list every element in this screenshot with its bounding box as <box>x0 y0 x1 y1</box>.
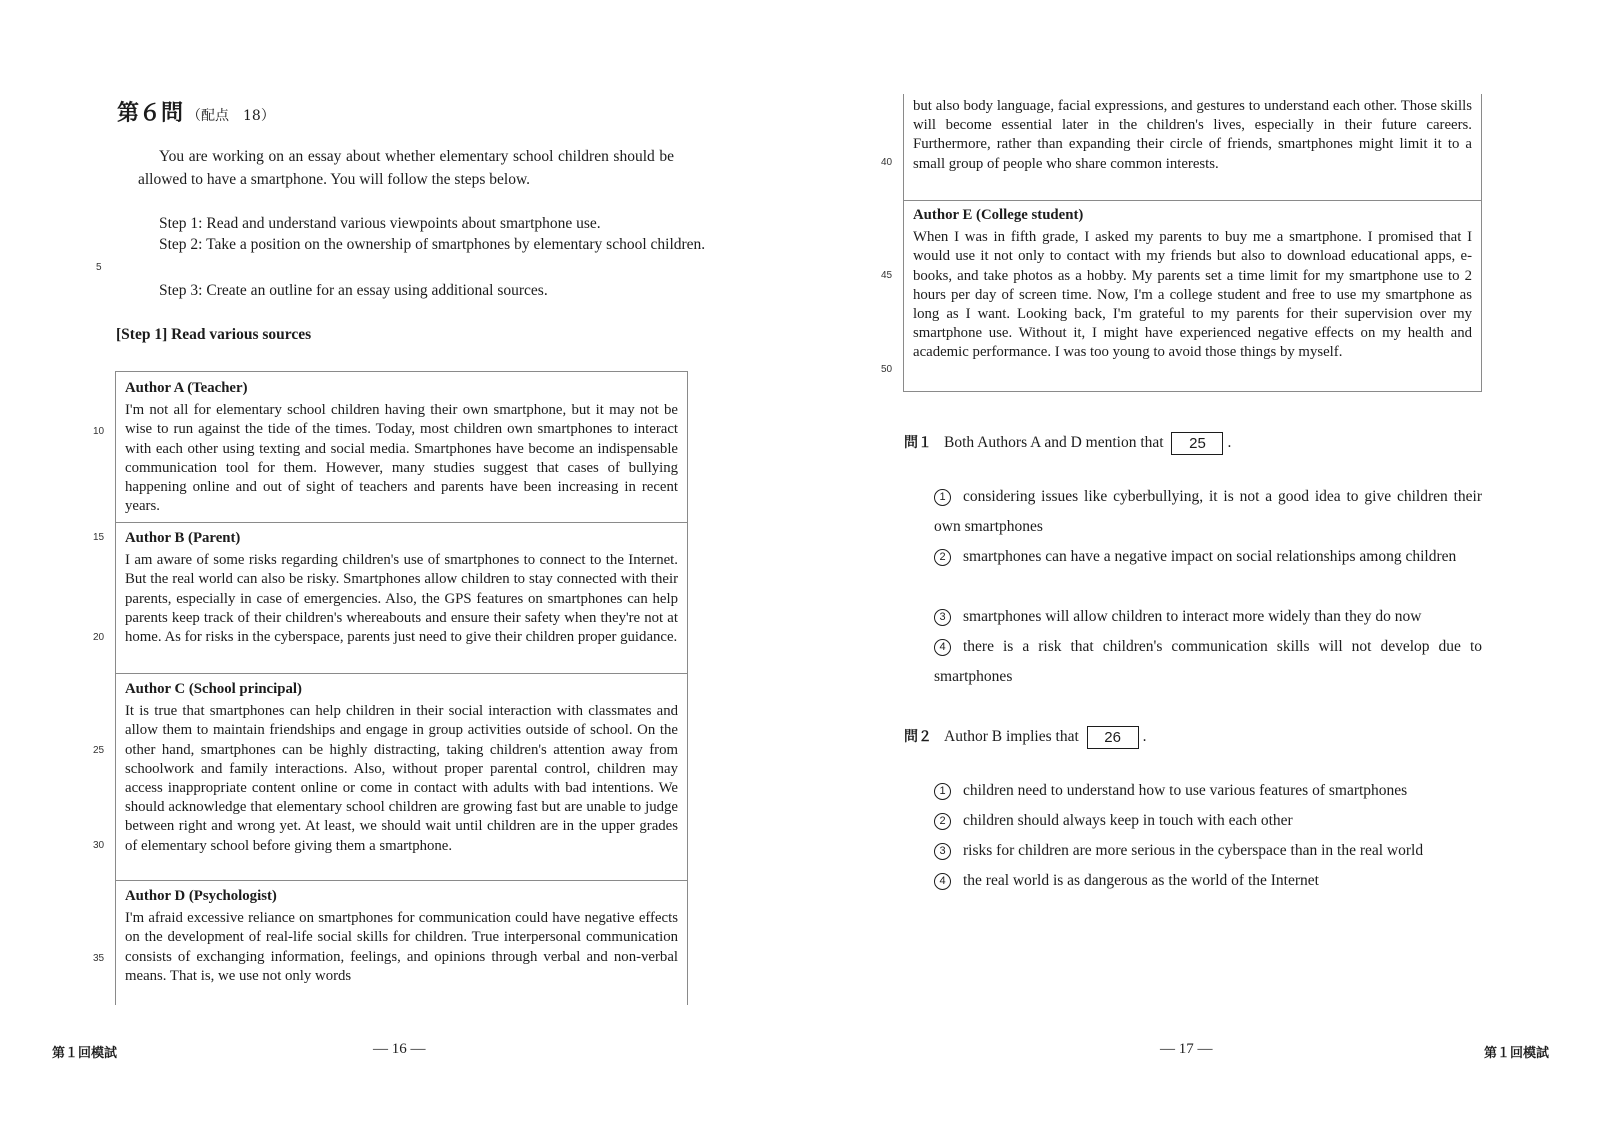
author-d-continued <box>913 97 1472 174</box>
answer-box-25[interactable]: 25 <box>1171 432 1223 455</box>
author-d-section <box>125 887 678 986</box>
author-e-role: (College student) <box>976 207 1084 223</box>
author-d-continued-text: but also body language, facial expressions, and gestures to understand each other. Those skills will become essential later in the children's lives, especially in their future careers. Furthermore, rather than expanding their circle of friends, smartphones might limit it to a small group of people who share common interests. <box>913 98 1472 172</box>
author-a-text: I'm not all for elementary school children having their own smartphone, but it may not be wise to run against the tide of the times. Today, most children own smartphones to interact with each other using texting and social media. Smartphones have become an indispensable communication tool for them. However, many studies suggest that cases of bullying happening online and out of sight of teachers and parents have been increasing in recent years. <box>125 402 678 515</box>
author-c-name: Author C <box>125 681 186 697</box>
question-2-label: 問２ <box>904 729 932 746</box>
q2-option-2[interactable]: 2 children should always keep in touch with each other <box>934 806 1482 836</box>
line-number: 30 <box>93 840 105 851</box>
footer-right: 第１回模試 <box>1484 1046 1550 1061</box>
question-1: 問１ Both Authors A and D mention that 25 . <box>904 432 1231 455</box>
footer-left: 第１回模試 <box>52 1046 118 1061</box>
option-mark: 2 <box>934 813 951 830</box>
author-e-name: Author E <box>913 207 973 223</box>
divider <box>116 522 687 523</box>
option-mark: 1 <box>934 783 951 800</box>
page-number-right: — 17 — <box>1160 1041 1213 1057</box>
author-e-text: When I was in fifth grade, I asked my parents to buy me a smartphone. I promised that I would use it not only to contact with my friends but also to download educational apps, e-books, and take photos as a hobby. My parents set a time limit for my smartphone use to 2 hours per day of screen time. Now, I'm a college student and free to use my smartphone as long as I want. Looking back, I'm grateful to my parents for their supervision over my smartphone use. Without it, I might have experienced negative effects on my health and academic performance. I was too young to avoid those things by myself. <box>913 229 1472 361</box>
q2-option-1[interactable]: 1 children need to understand how to use various features of smartphones <box>934 776 1482 806</box>
intro-paragraph: You are working on an essay about whether elementary school children should be allowed to have a smartphone. You will follow the steps below. <box>138 148 674 188</box>
author-c-text: It is true that smartphones can help children in their social interaction with classmates and allow them to maintain friendships and engage in group activities outside of school. On the other hand, smartphones can be highly distracting, taking children's attention away from schoolwork and family interactions. Also, without proper parental control, children may access inappropriate content online or come in contact with adults with bad intentions. We should acknowledge that elementary school children are growing fast but are unable to judge between right and wrong yet. At least, we should wait until children are in the upper grades of elementary school before giving them a smartphone. <box>125 703 678 854</box>
author-b-text: I am aware of some risks regarding children's use of smartphones to connect to the Internet. But the real world can also be risky. Smartphones allow children to stay connected with their parents, especially in case of emergencies. Also, the GPS features on smartphones can help parents keep track of their children's whereabouts and ensure their safety when they're not at home. As for risks in the cyberspace, parents just need to give their children proper guidance. <box>125 552 678 646</box>
q1-option-2[interactable]: 2 smartphones can have a negative impact on social relationships among children <box>934 542 1482 572</box>
author-a-name: Author A <box>125 380 184 396</box>
question-2-stem: Author B implies that <box>944 728 1079 746</box>
line-number: 20 <box>93 632 105 643</box>
author-c-section <box>125 680 678 856</box>
line-number: 40 <box>881 157 893 168</box>
author-c-role: (School principal) <box>188 681 302 697</box>
page-number-left: — 16 — <box>373 1041 426 1057</box>
author-b-role: (Parent) <box>188 530 241 546</box>
q2-option-4[interactable]: 4 the real world is as dangerous as the world of the Internet <box>934 866 1482 896</box>
line-number: 25 <box>93 745 105 756</box>
option-mark: 3 <box>934 609 951 626</box>
author-a-section <box>125 379 678 516</box>
answer-box-26[interactable]: 26 <box>1087 726 1139 749</box>
author-b-section <box>125 529 678 647</box>
line-number: 15 <box>93 532 105 543</box>
question-2: 問２ Author B implies that 26 . <box>904 726 1147 749</box>
author-d-role: (Psychologist) <box>188 888 277 904</box>
option-mark: 1 <box>934 489 951 506</box>
option-mark: 2 <box>934 549 951 566</box>
line-number: 45 <box>881 270 893 281</box>
q1-option-3[interactable]: 3 smartphones will allow children to interact more widely than they do now <box>934 602 1482 632</box>
line-number: 35 <box>93 953 105 964</box>
q2-option-3[interactable]: 3 risks for children are more serious in the cyberspace than in the real world <box>934 836 1482 866</box>
author-b-name: Author B <box>125 530 185 546</box>
line-number: 5 <box>96 262 102 273</box>
divider <box>116 880 687 881</box>
question-1-stem: Both Authors A and D mention that <box>944 434 1164 452</box>
q1-option-4[interactable]: 4 there is a risk that children's communication skills will not develop due to smartphones <box>934 638 1482 685</box>
sources-box <box>115 371 688 1005</box>
divider <box>116 673 687 674</box>
step-heading: [Step 1] Read various sources <box>116 326 312 343</box>
step-3: Step 3: Create an outline for an essay using additional sources. <box>159 282 548 299</box>
question-points: （配点 18） <box>187 108 275 124</box>
author-e-section <box>913 206 1472 363</box>
sources-box-continued <box>903 94 1482 392</box>
question-number: 第６問 <box>117 101 184 126</box>
divider <box>904 200 1481 201</box>
question-title <box>117 96 275 127</box>
option-mark: 4 <box>934 639 951 656</box>
option-mark: 4 <box>934 873 951 890</box>
author-d-name: Author D <box>125 888 186 904</box>
question-1-label: 問１ <box>904 435 932 452</box>
line-number: 10 <box>93 426 105 437</box>
line-number: 50 <box>881 364 893 375</box>
author-a-role: (Teacher) <box>187 380 248 396</box>
author-d-text: I'm afraid excessive reliance on smartphones for communication could have negative effects on the development of real-life social skills for children. True interpersonal communication consists of exchanging information, feelings, and opinions through verbal and non-verbal means. That is, we use not only words <box>125 910 678 984</box>
step-2: Step 2: Take a position on the ownership of smartphones by elementary school children. <box>159 236 706 253</box>
step-1: Step 1: Read and understand various viewpoints about smartphone use. <box>159 215 601 232</box>
option-mark: 3 <box>934 843 951 860</box>
q1-option-1[interactable]: 1 considering issues like cyberbullying, it is not a good idea to give children their own smartphones <box>934 488 1482 535</box>
